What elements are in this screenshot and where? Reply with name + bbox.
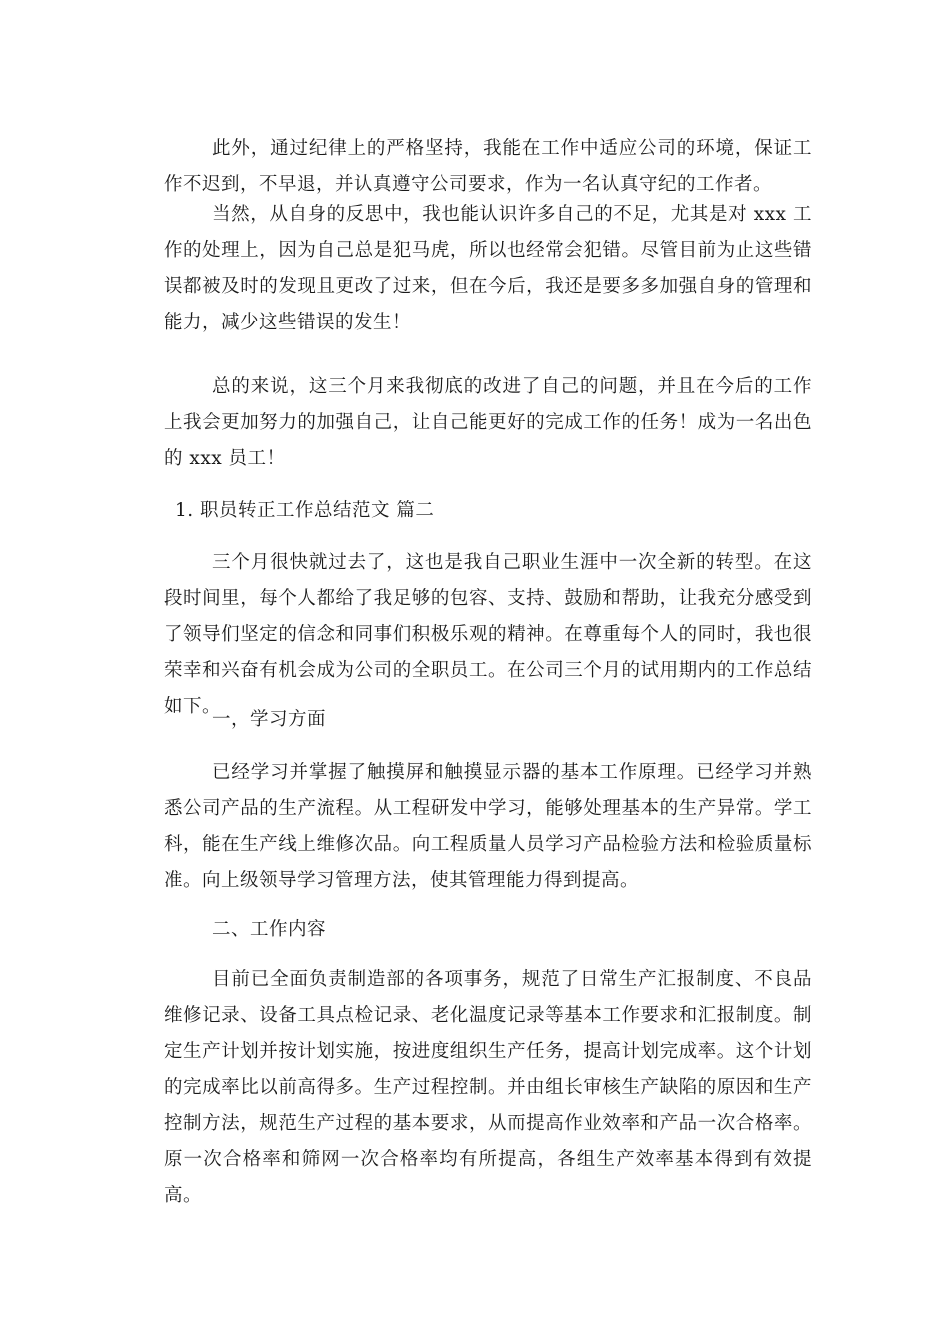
paragraph-work: 目前已全面负责制造部的各项事务，规范了日常生产汇报制度、不良品维修记录、设备工具点检记录、老化温度记录等基本工作要求和汇报制度。制定生产计划并按计划实施，按进度组织生产任务，提高计划完成率。这个计划的完成率比以前高得多。生产过程控制。并由组长审核生产缺陷的原因和生产控制方法，规范生产过程的基本要求，从而提高作业效率和产品一次合格率。原一次合格率和筛网一次合格率均有所提高，各组生产效率基本得到有效提高。 — [164, 969, 812, 1206]
paragraph-intro: 三个月很快就过去了，这也是我自己职业生涯中一次全新的转型。在这段时间里，每个人都给了我足够的包容、支持、鼓励和帮助，让我充分感受到了领导们坚定的信念和同事们积极乐观的精神。在尊重每个人的同时，我也很荣幸和兴奋有机会成为公司的全职员工。在公司三个月的试用期内的工作总结如下。 — [164, 552, 812, 717]
paragraph-study: 已经学习并掌握了触摸屏和触摸显示器的基本工作原理。已经学习并熟悉公司产品的生产流程。从工程研发中学习，能够处理基本的生产异常。学工科，能在生产线上维修次品。向工程质量人员学习产品检验方法和检验质量标准。向上级领导学习管理方法，使其管理能力得到提高。 — [164, 762, 812, 891]
subheading-study: 一，学习方面 — [212, 709, 327, 730]
paragraph-summary: 总的来说，这三个月来我彻底的改进了自己的问题，并且在今后的工作上我会更加努力的加强自己，让自己能更好的完成工作的任务！成为一名出色的 xxx 员工！ — [164, 376, 812, 469]
subheading-work: 二、工作内容 — [212, 919, 327, 940]
paragraph-reflection: 当然，从自身的反思中，我也能认识许多自己的不足，尤其是对 xxx 工作的处理上，因为自己总是犯马虎，所以也经常会犯错。尽管目前为止这些错误都被及时的发现且更改了过来，但在今后，我还是要多多加强自身的管理和能力，减少这些错误的发生！ — [164, 204, 812, 333]
paragraph-discipline: 此外，通过纪律上的严格坚持，我能在工作中适应公司的环境，保证工作不迟到，不早退，并认真遵守公司要求，作为一名认真守纪的工作者。 — [164, 138, 812, 195]
section-title: 1. 职员转正工作总结范文 篇二 — [175, 500, 435, 521]
